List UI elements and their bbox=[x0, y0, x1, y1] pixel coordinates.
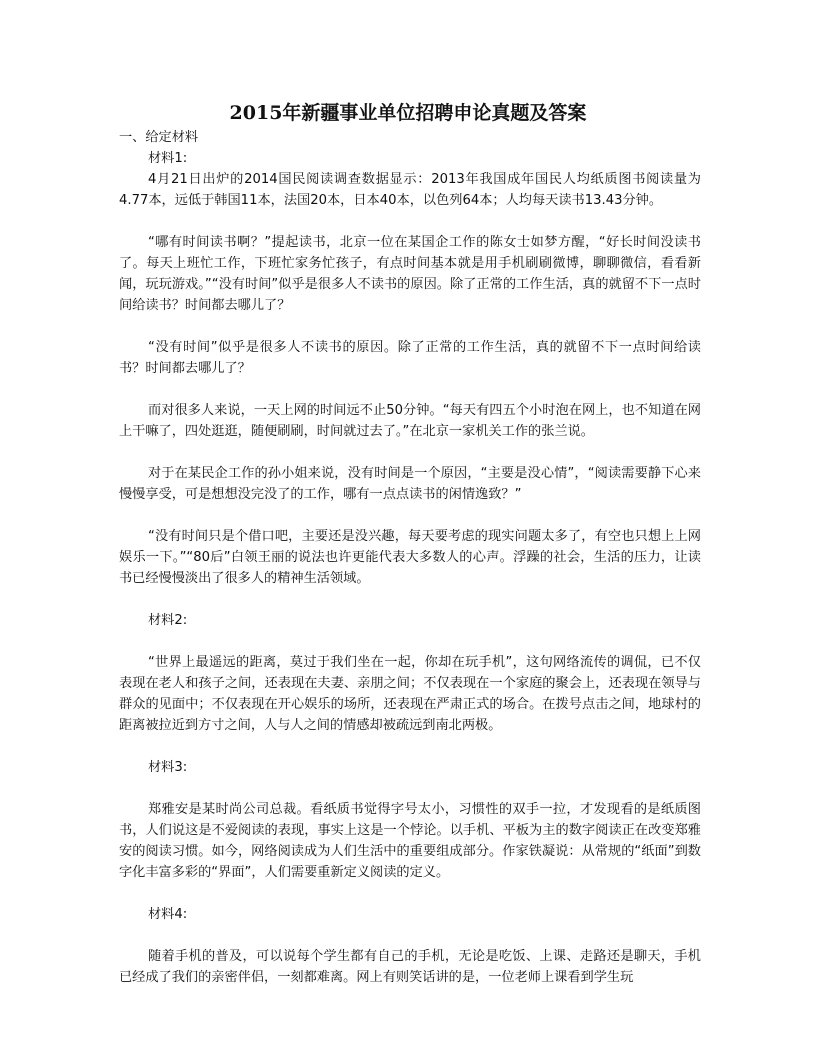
document-title: 2015年新疆事业单位招聘申论真题及答案 bbox=[229, 102, 587, 124]
material-3-label: 材料3: bbox=[148, 760, 188, 775]
material-4-label: 材料4: bbox=[148, 907, 188, 922]
paragraph-gap bbox=[119, 883, 701, 904]
material-1-paragraph: “没有时间”似乎是很多人不读书的原因。除了正常的工作生活，真的就留不下一点时间给读书？时间都去哪儿了？ bbox=[119, 340, 701, 376]
material-2-label: 材料2: bbox=[148, 613, 188, 628]
paragraph-gap bbox=[119, 631, 701, 652]
paragraph-gap bbox=[119, 505, 701, 526]
paragraph-gap bbox=[119, 211, 701, 232]
material-1-paragraph: 对于在某民企工作的孙小姐来说，没有时间是一个原因，“主要是没心情”，“阅读需要静下心来慢慢享受，可是想想没完没了的工作，哪有一点点读书的闲情逸致？” bbox=[119, 466, 701, 502]
material-1-label: 材料1: bbox=[148, 151, 188, 166]
paragraph-gap bbox=[119, 778, 701, 799]
paragraph-gap bbox=[119, 589, 701, 610]
paragraph-gap bbox=[119, 736, 701, 757]
paragraph-gap bbox=[119, 316, 701, 337]
paragraph-gap bbox=[119, 442, 701, 463]
material-4-paragraph: 随着手机的普及，可以说每个学生都有自己的手机，无论是吃饭、上课、走路还是聊天，手机已经成了我们的亲密伴侣，一刻都难离。网上有则笑话讲的是，一位老师上课看到学生玩 bbox=[119, 949, 701, 985]
material-1-paragraph: 4月21日出炉的2014国民阅读调查数据显示：2013年我国成年国民人均纸质图书阅读量为4.77本，远低于韩国11本，法国20本，日本40本，以色列64本；人均每天读书13.43分钟。 bbox=[119, 172, 701, 208]
material-3-paragraph: 郑雅安是某时尚公司总裁。看纸质书觉得字号太小，习惯性的双手一拉，才发现看的是纸质图书，人们说这是不爱阅读的表现，事实上这是一个悖论。以手机、平板为主的数字阅读正在改变郑雅安的阅读习惯。如今，网络阅读成为人们生活中的重要组成部分。作家铁凝说：从常规的“纸面”到数字化丰富多彩的“界面”，人们需要重新定义阅读的定义。 bbox=[119, 802, 701, 880]
material-1-paragraph: “没有时间只是个借口吧，主要还是没兴趣，每天要考虑的现实问题太多了，有空也只想上上网娱乐一下。”“80后”白领王丽的说法也许更能代表大多数人的心声。浮躁的社会，生活的压力，让读书已经慢慢淡出了很多人的精神生活领域。 bbox=[119, 529, 701, 586]
material-1-paragraph: “哪有时间读书啊？”提起读书，北京一位在某国企工作的陈女士如梦方醒，“好长时间没读书了。每天上班忙工作，下班忙家务忙孩子，有点时间基本就是用手机刷刷微博，聊聊微信，看看新闻，玩玩游戏。”“没有时间”似乎是很多人不读书的原因。除了正常的工作生活，真的就留不下一点时间给读书？时间都去哪儿了？ bbox=[119, 235, 701, 313]
material-2-paragraph: “世界上最遥远的距离，莫过于我们坐在一起，你却在玩手机”，这句网络流传的调侃，已不仅表现在老人和孩子之间，还表现在夫妻、亲朋之间；不仅表现在一个家庭的聚会上，还表现在领导与群众的见面中；不仅表现在开心娱乐的场所，还表现在严肃正式的场合。在拨号点击之间，地球村的距离被拉近到方寸之间，人与人之间的情感却被疏远到南北两极。 bbox=[119, 655, 701, 733]
section-heading: 一、给定材料 bbox=[119, 130, 199, 145]
material-1-paragraph: 而对很多人来说，一天上网的时间远不止50分钟。“每天有四五个小时泡在网上，也不知道在网上干嘛了，四处逛逛，随便刷刷，时间就过去了。”在北京一家机关工作的张兰说。 bbox=[119, 403, 701, 439]
document-body bbox=[119, 127, 701, 988]
paragraph-gap bbox=[119, 925, 701, 946]
paragraph-gap bbox=[119, 379, 701, 400]
